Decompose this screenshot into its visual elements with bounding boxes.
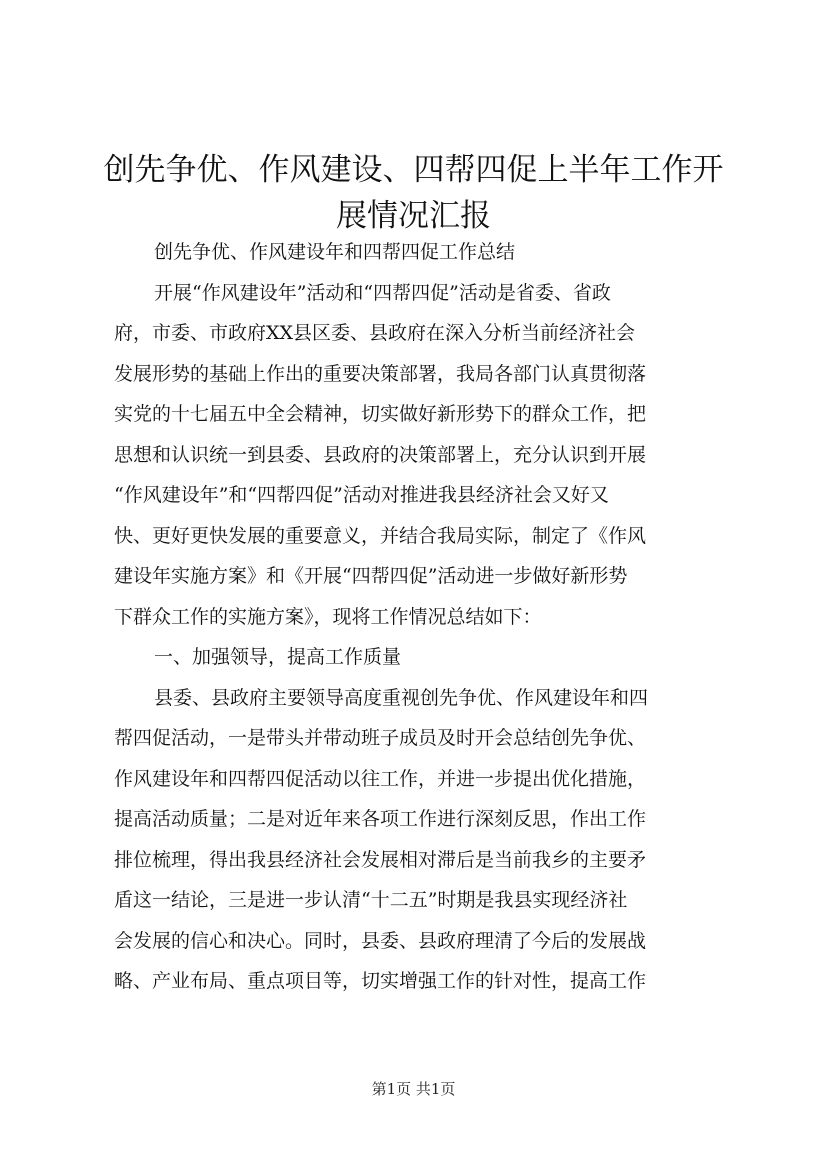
paragraph-line: 快、更好更快发展的重要意义，并结合我局实际，制定了《作风 [114, 524, 647, 547]
paragraph-line: 排位梳理，得出我县经济社会发展相对滞后是当前我乡的主要矛 [114, 848, 647, 871]
paragraph-line: 帮四促活动，一是带头并带动班子成员及时开会总结创先争优、 [114, 727, 647, 749]
paragraph-line: “作风建设年”和“四帮四促”活动对推进我县经济社会又好又 [114, 484, 609, 506]
paragraph-line: 会发展的信心和决心。同时，县委、县政府理清了今后的发展战 [114, 929, 647, 952]
paragraph-line: 提高活动质量；二是对近年来各项工作进行深刻反思，作出工作 [114, 808, 647, 830]
paragraph-line: 实党的十七届五中全会精神，切实做好新形势下的群众工作，把 [114, 403, 647, 425]
paragraph-line: 开展“作风建设年”活动和“四帮四促”活动是省委、省政 [154, 281, 611, 304]
paragraph-line: 发展形势的基础上作出的重要决策部署，我局各部门认真贯彻落 [114, 362, 647, 385]
paragraph-line: 县委、县政府主要领导高度重视创先争优、作风建设年和四 [154, 686, 649, 709]
title-line-1: 创先争优、作风建设、四帮四促上半年工作开 [103, 152, 724, 188]
paragraph-line: 盾这一结论，三是进一步认清“十二五”时期是我县实现经济社 [114, 889, 628, 911]
page-footer: 第1页 共1页 [371, 1080, 456, 1098]
section-heading: 一、加强领导，提高工作质量 [154, 646, 402, 668]
document-body [114, 232, 714, 1002]
paragraph-line: 作风建设年和四帮四促活动以往工作，并进一步提出优化措施， [114, 767, 647, 790]
paragraph-line: 府，市委、市政府XX县区委、县政府在深入分析当前经济社会 [114, 322, 636, 344]
paragraph-line: 略、产业布局、重点项目等，切实增强工作的针对性，提高工作 [114, 970, 647, 992]
paragraph-line: 建设年实施方案》和《开展“四帮四促”活动进一步做好新形势 [114, 565, 628, 587]
section-subtitle: 创先争优、作风建设年和四帮四促工作总结 [154, 241, 516, 263]
paragraph-line: 下群众工作的实施方案》，现将工作情况总结如下： [114, 605, 542, 628]
document-title [100, 147, 727, 239]
paragraph-line: 思想和认识统一到县委、县政府的决策部署上，充分认识到开展 [114, 443, 647, 466]
title-line-2: 展情况汇报 [336, 198, 491, 234]
